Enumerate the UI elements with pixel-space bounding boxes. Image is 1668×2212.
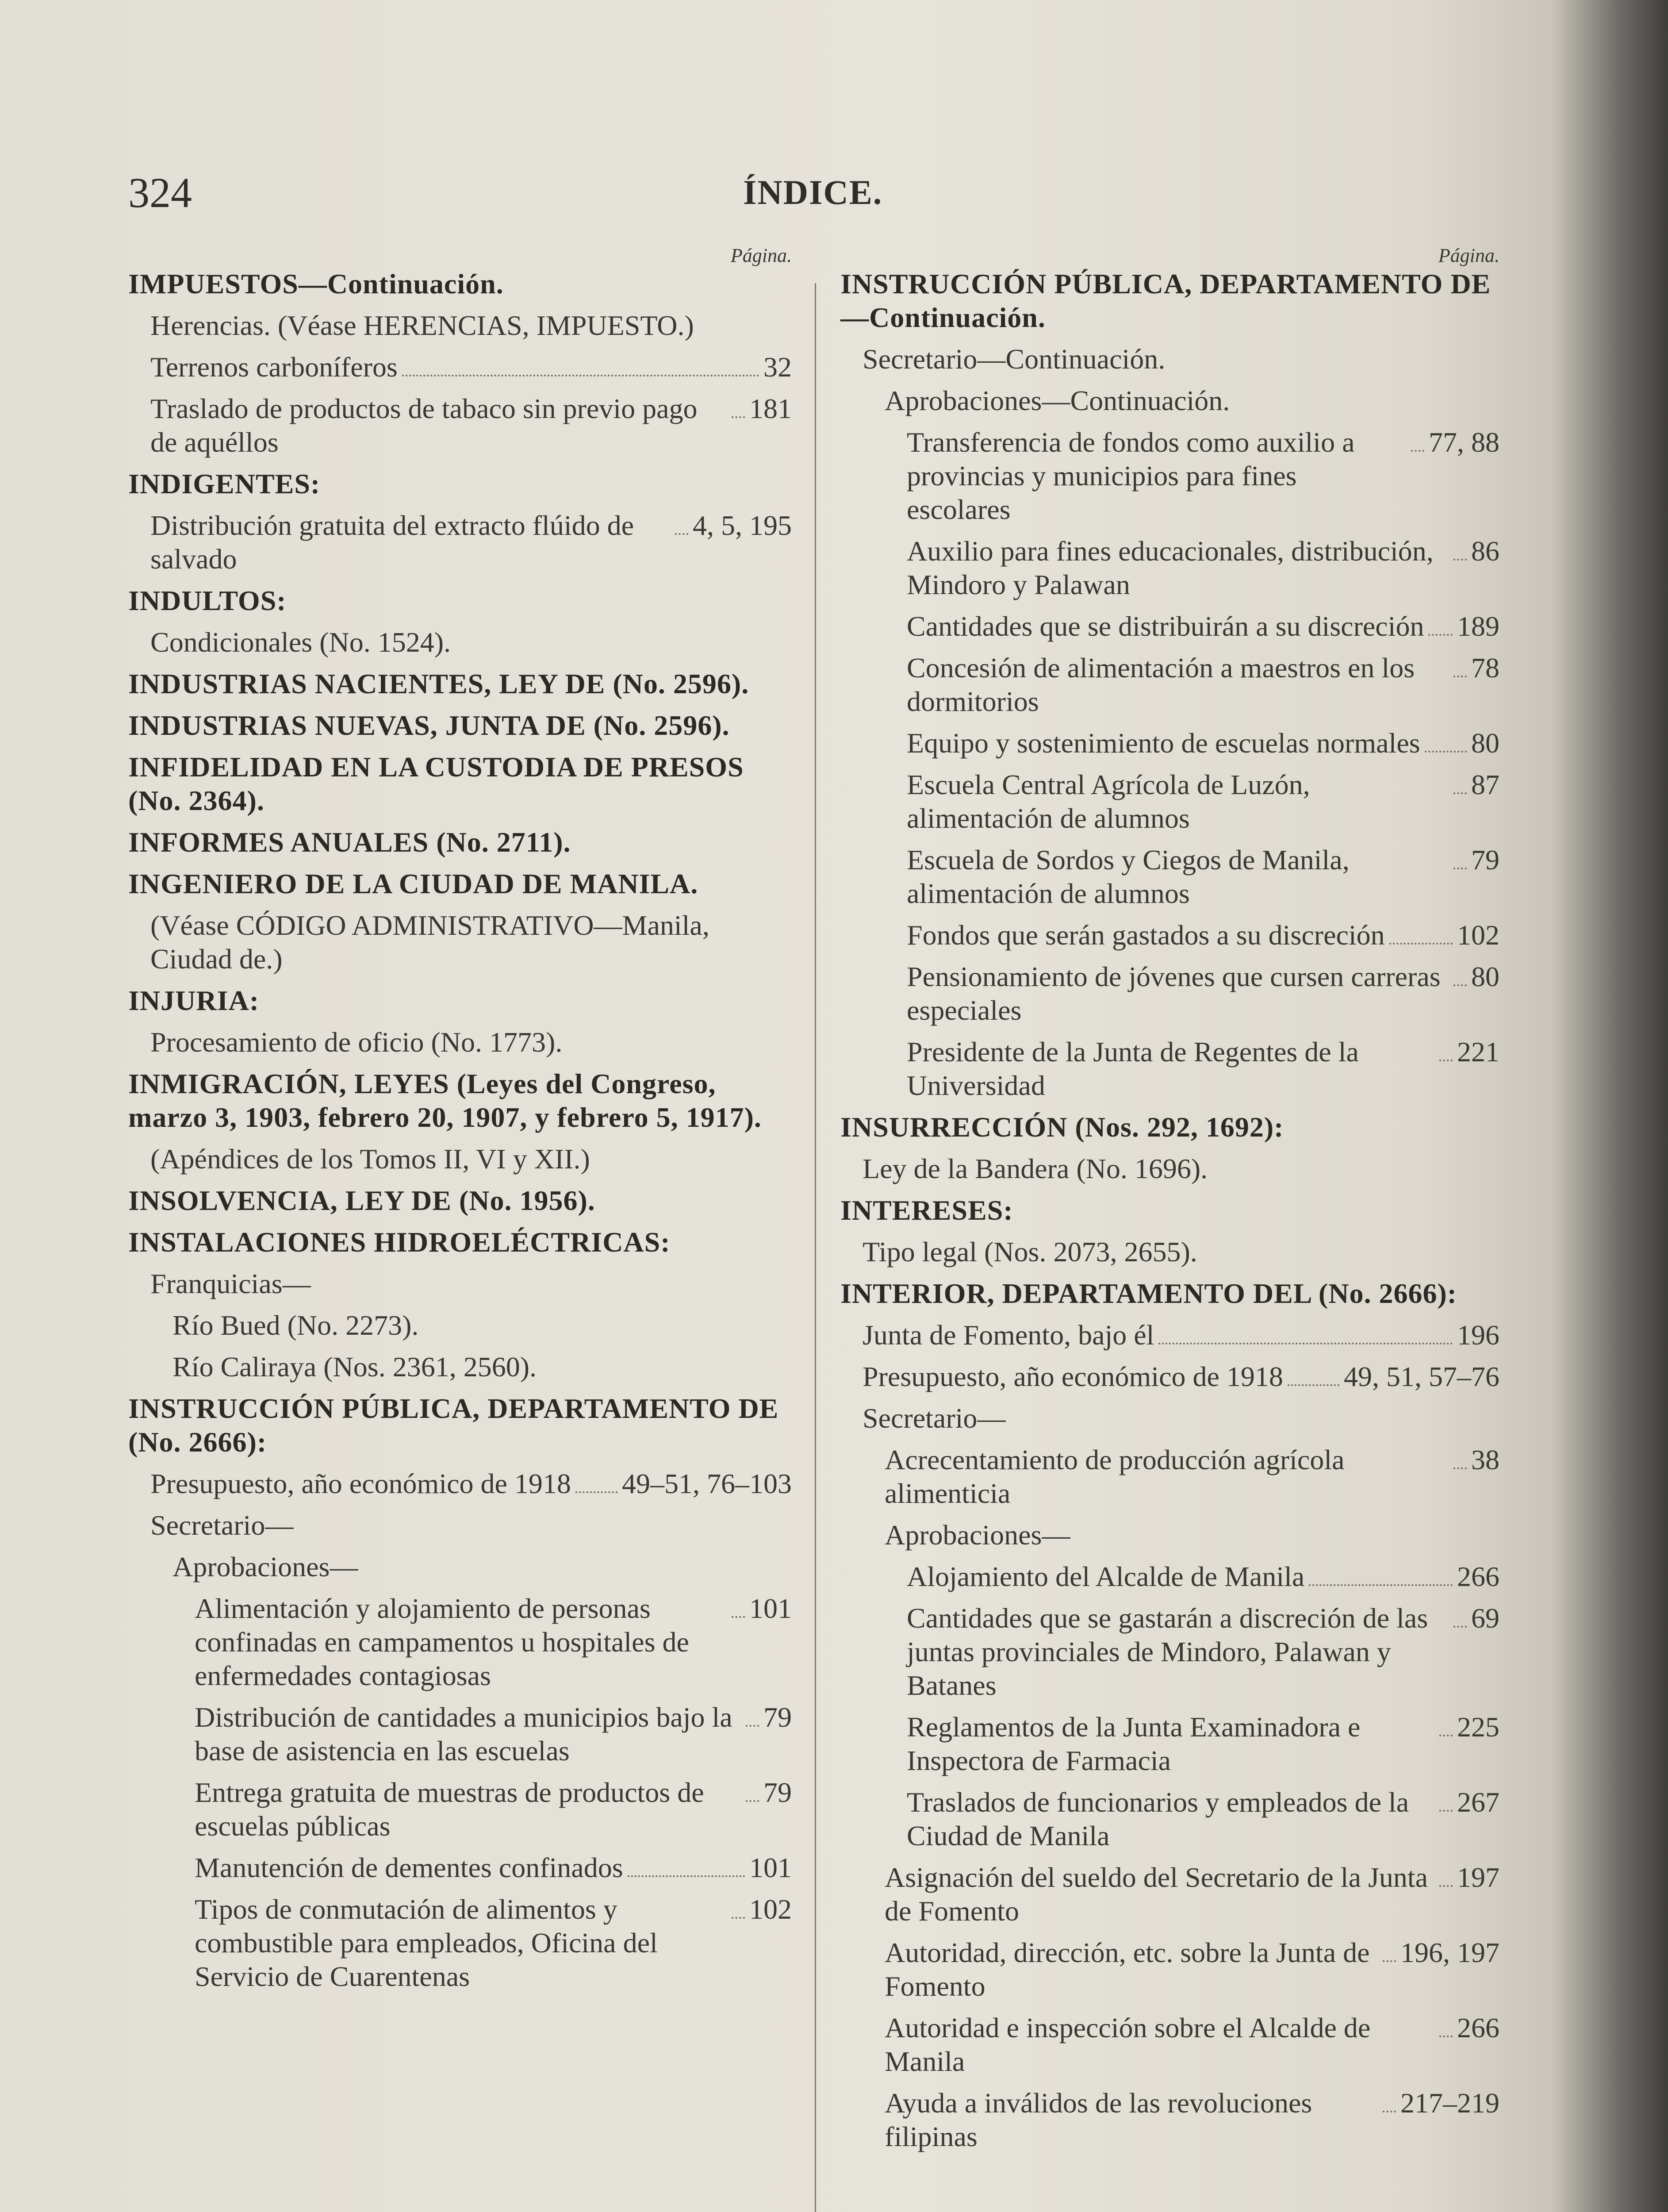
dot-leader	[675, 533, 688, 535]
pagina-label-right: Página.	[1438, 245, 1499, 266]
index-entry	[840, 384, 1499, 418]
index-heading	[128, 1225, 792, 1259]
index-entry	[840, 1936, 1499, 2003]
index-heading	[128, 584, 792, 618]
index-heading	[128, 1067, 792, 1134]
index-entry	[840, 2086, 1499, 2154]
entry-text: Río Caliraya (Nos. 2361, 2560).	[173, 1351, 537, 1382]
index-entry	[128, 1309, 792, 1342]
dot-leader	[575, 1491, 617, 1493]
page-reference: 225	[1457, 1711, 1499, 1743]
index-entry	[128, 1592, 792, 1693]
page-reference: 196	[1457, 1319, 1499, 1351]
page-reference: 189	[1457, 611, 1499, 642]
entry-text: Ley de la Bandera (No. 1696).	[863, 1153, 1208, 1184]
entry-text: Río Bued (No. 2273).	[173, 1310, 419, 1341]
heading-text: INGENIERO DE LA CIUDAD DE MANILA.	[128, 868, 698, 899]
index-entry	[128, 350, 792, 384]
dot-leader	[628, 1875, 745, 1877]
page-reference: 49, 51, 57–76	[1344, 1361, 1499, 1392]
page-reference: 101	[749, 1852, 792, 1883]
index-entry	[128, 1550, 792, 1584]
page-reference: 196, 197	[1400, 1937, 1499, 1968]
index-entry	[840, 426, 1499, 526]
index-heading	[128, 267, 792, 301]
dot-leader	[1425, 751, 1467, 753]
entry-text: Terrenos carboníferos	[150, 351, 398, 383]
dot-leader	[1439, 1060, 1453, 1061]
left-entries	[128, 267, 792, 1993]
index-entry	[840, 1560, 1499, 1594]
index-entry	[128, 1267, 792, 1301]
page-reference: 79	[763, 1701, 792, 1733]
entry-text: Entrega gratuita de muestras de productos de escuelas públicas	[195, 1777, 704, 1842]
page-reference: 197	[1457, 1862, 1499, 1893]
right-entries	[840, 267, 1499, 2154]
index-entry	[128, 1509, 792, 1542]
dot-leader	[1439, 2035, 1453, 2037]
entry-text: Aprobaciones—	[173, 1551, 358, 1582]
index-entry	[840, 342, 1499, 376]
index-entry	[128, 509, 792, 576]
heading-text: IMPUESTOS—Continuación.	[128, 268, 504, 300]
entry-text: Alimentación y alojamiento de personas confinadas en campamentos u hospitales de enfermedades contagiosas	[195, 1593, 689, 1691]
heading-text: INTERESES:	[840, 1194, 1013, 1226]
index-entry	[840, 1443, 1499, 1510]
entry-text: Cantidades que se gastarán a discreción de las juntas provinciales de Mindoro, Palawan y Batanes	[907, 1602, 1428, 1701]
page-reference: 79	[1471, 844, 1499, 876]
entry-text: Autoridad, dirección, etc. sobre la Junta de Fomento	[885, 1937, 1370, 2002]
index-entry	[840, 1786, 1499, 1853]
heading-text: INDUSTRIAS NUEVAS, JUNTA DE (No. 2596).	[128, 710, 730, 741]
heading-text: INJURIA:	[128, 985, 259, 1016]
entry-text: Presupuesto, año económico de 1918	[150, 1468, 571, 1499]
index-heading	[128, 867, 792, 901]
dot-leader	[1453, 1467, 1467, 1469]
entry-text: Aprobaciones—	[885, 1519, 1070, 1551]
index-entry	[840, 768, 1499, 835]
index-heading	[128, 984, 792, 1018]
index-entry	[840, 651, 1499, 718]
entry-text: Presidente de la Junta de Regentes de la Universidad	[907, 1036, 1359, 1101]
page-reference: 101	[749, 1593, 792, 1624]
page-reference: 86	[1471, 535, 1499, 567]
entry-text: Transferencia de fondos como auxilio a provincias y municipios para fines escolares	[907, 426, 1355, 525]
heading-text: INFORMES ANUALES (No. 2711).	[128, 826, 571, 858]
heading-text: INSTRUCCIÓN PÚBLICA, DEPARTAMENTO DE (No. 2666):	[128, 1393, 779, 1458]
entry-text: Distribución de cantidades a municipios bajo la base de asistencia en las escuelas	[195, 1701, 732, 1767]
index-entry	[840, 1402, 1499, 1435]
entry-text: Franquicias—	[150, 1268, 311, 1299]
entry-text: Ayuda a inválidos de las revoluciones filipinas	[885, 2087, 1312, 2152]
entry-text: Procesamiento de oficio (No. 1773).	[150, 1026, 563, 1058]
dot-leader	[1389, 943, 1453, 945]
entry-text: Reglamentos de la Junta Examinadora e Inspectora de Farmacia	[907, 1711, 1361, 1776]
page-reference: 217–219	[1400, 2087, 1499, 2119]
index-entry	[128, 1142, 792, 1176]
dot-leader	[1288, 1384, 1339, 1386]
dot-leader	[732, 1616, 745, 1618]
dot-leader	[1411, 450, 1424, 452]
index-entry	[840, 534, 1499, 602]
index-entry	[840, 1710, 1499, 1778]
index-heading	[840, 1110, 1499, 1144]
entry-text: Secretario—	[150, 1509, 294, 1541]
dot-leader	[402, 375, 759, 376]
entry-text: Autoridad e inspección sobre el Alcalde de Manila	[885, 2012, 1371, 2077]
index-heading	[128, 1392, 792, 1459]
page-reference: 4, 5, 195	[693, 510, 792, 541]
page-reference: 266	[1457, 2012, 1499, 2043]
page-reference: 221	[1457, 1036, 1499, 1068]
index-entry	[840, 1601, 1499, 1702]
index-heading	[840, 1194, 1499, 1227]
heading-text: INDUSTRIAS NACIENTES, LEY DE (No. 2596).	[128, 668, 749, 699]
dot-leader	[1428, 634, 1453, 636]
dot-leader	[1439, 1810, 1453, 1812]
entry-text: Concesión de alimentación a maestros en los dormitorios	[907, 652, 1415, 717]
entry-text: Tipos de conmutación de alimentos y combustible para empleados, Oficina del Servicio de Cuarentenas	[195, 1893, 658, 1992]
entry-text: Tipo legal (Nos. 2073, 2655).	[863, 1236, 1197, 1267]
entry-text: Escuela Central Agrícola de Luzón, alimentación de alumnos	[907, 769, 1310, 834]
index-entry	[128, 1776, 792, 1843]
heading-text: INSTALACIONES HIDROELÉCTRICAS:	[128, 1226, 671, 1258]
pagina-label-left: Página.	[730, 245, 792, 266]
page-reference: 266	[1457, 1561, 1499, 1592]
index-entry	[128, 1893, 792, 1993]
entry-text: Condicionales (No. 1524).	[150, 626, 451, 658]
entry-text: Junta de Fomento, bajo él	[863, 1319, 1154, 1351]
index-entry	[128, 626, 792, 659]
entry-text: Manutención de dementes confinados	[195, 1852, 623, 1883]
index-entry	[128, 309, 792, 342]
dot-leader	[1383, 2111, 1396, 2112]
entry-text: Pensionamiento de jóvenes que cursen carreras especiales	[907, 961, 1441, 1026]
right-column	[840, 239, 1499, 2162]
heading-text: INSTRUCCIÓN PÚBLICA, DEPARTAMENTO DE—Continuación.	[840, 268, 1491, 333]
entry-text: Asignación del sueldo del Secretario de la Junta de Fomento	[885, 1862, 1428, 1927]
index-entry	[840, 2011, 1499, 2078]
entry-text: Herencias. (Véase HERENCIAS, IMPUESTO.)	[150, 310, 694, 341]
entry-text: Alojamiento del Alcalde de Manila	[907, 1561, 1305, 1592]
page-reference: 102	[1457, 919, 1499, 951]
index-entry	[128, 1025, 792, 1059]
dot-leader	[1453, 1626, 1467, 1628]
heading-text: INFIDELIDAD EN LA CUSTODIA DE PRESOS (No. 2364).	[128, 751, 744, 816]
page-reference: 267	[1457, 1786, 1499, 1818]
index-entry	[840, 1518, 1499, 1552]
index-heading	[128, 467, 792, 501]
dot-leader	[1453, 792, 1467, 794]
column-divider	[815, 283, 816, 2212]
heading-text: INTERIOR, DEPARTAMENTO DEL (No. 2666):	[840, 1278, 1457, 1309]
index-entry	[128, 1701, 792, 1768]
entry-text: Cantidades que se distribuirán a su discreción	[907, 611, 1424, 642]
running-head: ÍNDICE.	[743, 173, 883, 211]
dot-leader	[1439, 1885, 1453, 1887]
entry-text: Aprobaciones—Continuación.	[885, 385, 1230, 416]
entry-text: Secretario—Continuación.	[863, 343, 1166, 375]
entry-text: (Apéndices de los Tomos II, VI y XII.)	[150, 1143, 590, 1175]
page-reference: 79	[763, 1777, 792, 1808]
heading-text: INMIGRACIÓN, LEYES (Leyes del Congreso, marzo 3, 1903, febrero 20, 1907, y febrero 5, 1917).	[128, 1068, 762, 1133]
index-heading	[128, 1184, 792, 1217]
index-entry	[128, 1467, 792, 1501]
page-reference: 69	[1471, 1602, 1499, 1634]
page-reference: 49–51, 76–103	[622, 1468, 792, 1499]
index-entry	[128, 1851, 792, 1885]
entry-text: Traslado de productos de tabaco sin previo pago de aquéllos	[150, 393, 698, 458]
page-number: 324	[128, 169, 192, 216]
index-heading	[128, 826, 792, 859]
entry-text: (Véase CÓDIGO ADMINISTRATIVO—Manila, Ciudad de.)	[150, 910, 709, 975]
page-reference: 32	[763, 351, 792, 383]
index-entry	[840, 1360, 1499, 1394]
dot-leader	[1453, 868, 1467, 869]
index-heading	[840, 1277, 1499, 1310]
index-entry	[840, 1235, 1499, 1269]
dot-leader	[1453, 676, 1467, 677]
index-entry	[840, 843, 1499, 910]
index-entry	[840, 726, 1499, 760]
page-reference: 80	[1471, 961, 1499, 992]
index-heading	[128, 667, 792, 701]
index-entry	[840, 610, 1499, 643]
index-entry	[840, 1861, 1499, 1928]
dot-leader	[1453, 984, 1467, 986]
entry-text: Acrecentamiento de producción agrícola alimenticia	[885, 1444, 1345, 1509]
index-entry	[840, 918, 1499, 952]
dot-leader	[732, 1917, 745, 1919]
index-entry	[128, 1350, 792, 1384]
index-entry	[840, 1035, 1499, 1102]
index-heading	[128, 750, 792, 818]
page-reference: 102	[749, 1893, 792, 1925]
dot-leader	[746, 1725, 759, 1727]
index-heading	[840, 267, 1499, 334]
heading-text: INSURRECCIÓN (Nos. 292, 1692):	[840, 1111, 1284, 1143]
entry-text: Equipo y sostenimiento de escuelas normales	[907, 727, 1420, 759]
index-entry	[840, 960, 1499, 1027]
index-entry	[128, 909, 792, 976]
page-reference: 77, 88	[1429, 426, 1499, 458]
left-column	[128, 239, 792, 2001]
dot-leader	[1158, 1343, 1453, 1344]
entry-text: Traslados de funcionarios y empleados de la Ciudad de Manila	[907, 1786, 1409, 1851]
dot-leader	[1439, 1735, 1453, 1736]
page-reference: 78	[1471, 652, 1499, 684]
dot-leader	[732, 416, 745, 418]
entry-text: Auxilio para fines educacionales, distribución, Mindoro y Palawan	[907, 535, 1434, 600]
entry-text: Presupuesto, año económico de 1918	[863, 1361, 1283, 1392]
index-entry	[840, 1318, 1499, 1352]
entry-text: Distribución gratuita del extracto flúido de salvado	[150, 510, 634, 575]
entry-text: Secretario—	[863, 1402, 1006, 1434]
index-heading	[128, 709, 792, 742]
dot-leader	[746, 1800, 759, 1802]
heading-text: INSOLVENCIA, LEY DE (No. 1956).	[128, 1185, 595, 1216]
index-entry	[128, 392, 792, 459]
page-reference: 80	[1471, 727, 1499, 759]
dot-leader	[1453, 559, 1467, 561]
dot-leader	[1309, 1584, 1453, 1586]
index-entry	[840, 1152, 1499, 1186]
entry-text: Fondos que serán gastados a su discreción	[907, 919, 1385, 951]
page-reference: 87	[1471, 769, 1499, 800]
heading-text: INDULTOS:	[128, 585, 287, 616]
entry-text: Escuela de Sordos y Ciegos de Manila, alimentación de alumnos	[907, 844, 1350, 909]
dot-leader	[1383, 1960, 1396, 1962]
page-reference: 181	[749, 393, 792, 424]
heading-text: INDIGENTES:	[128, 468, 321, 499]
page-reference: 38	[1471, 1444, 1499, 1475]
